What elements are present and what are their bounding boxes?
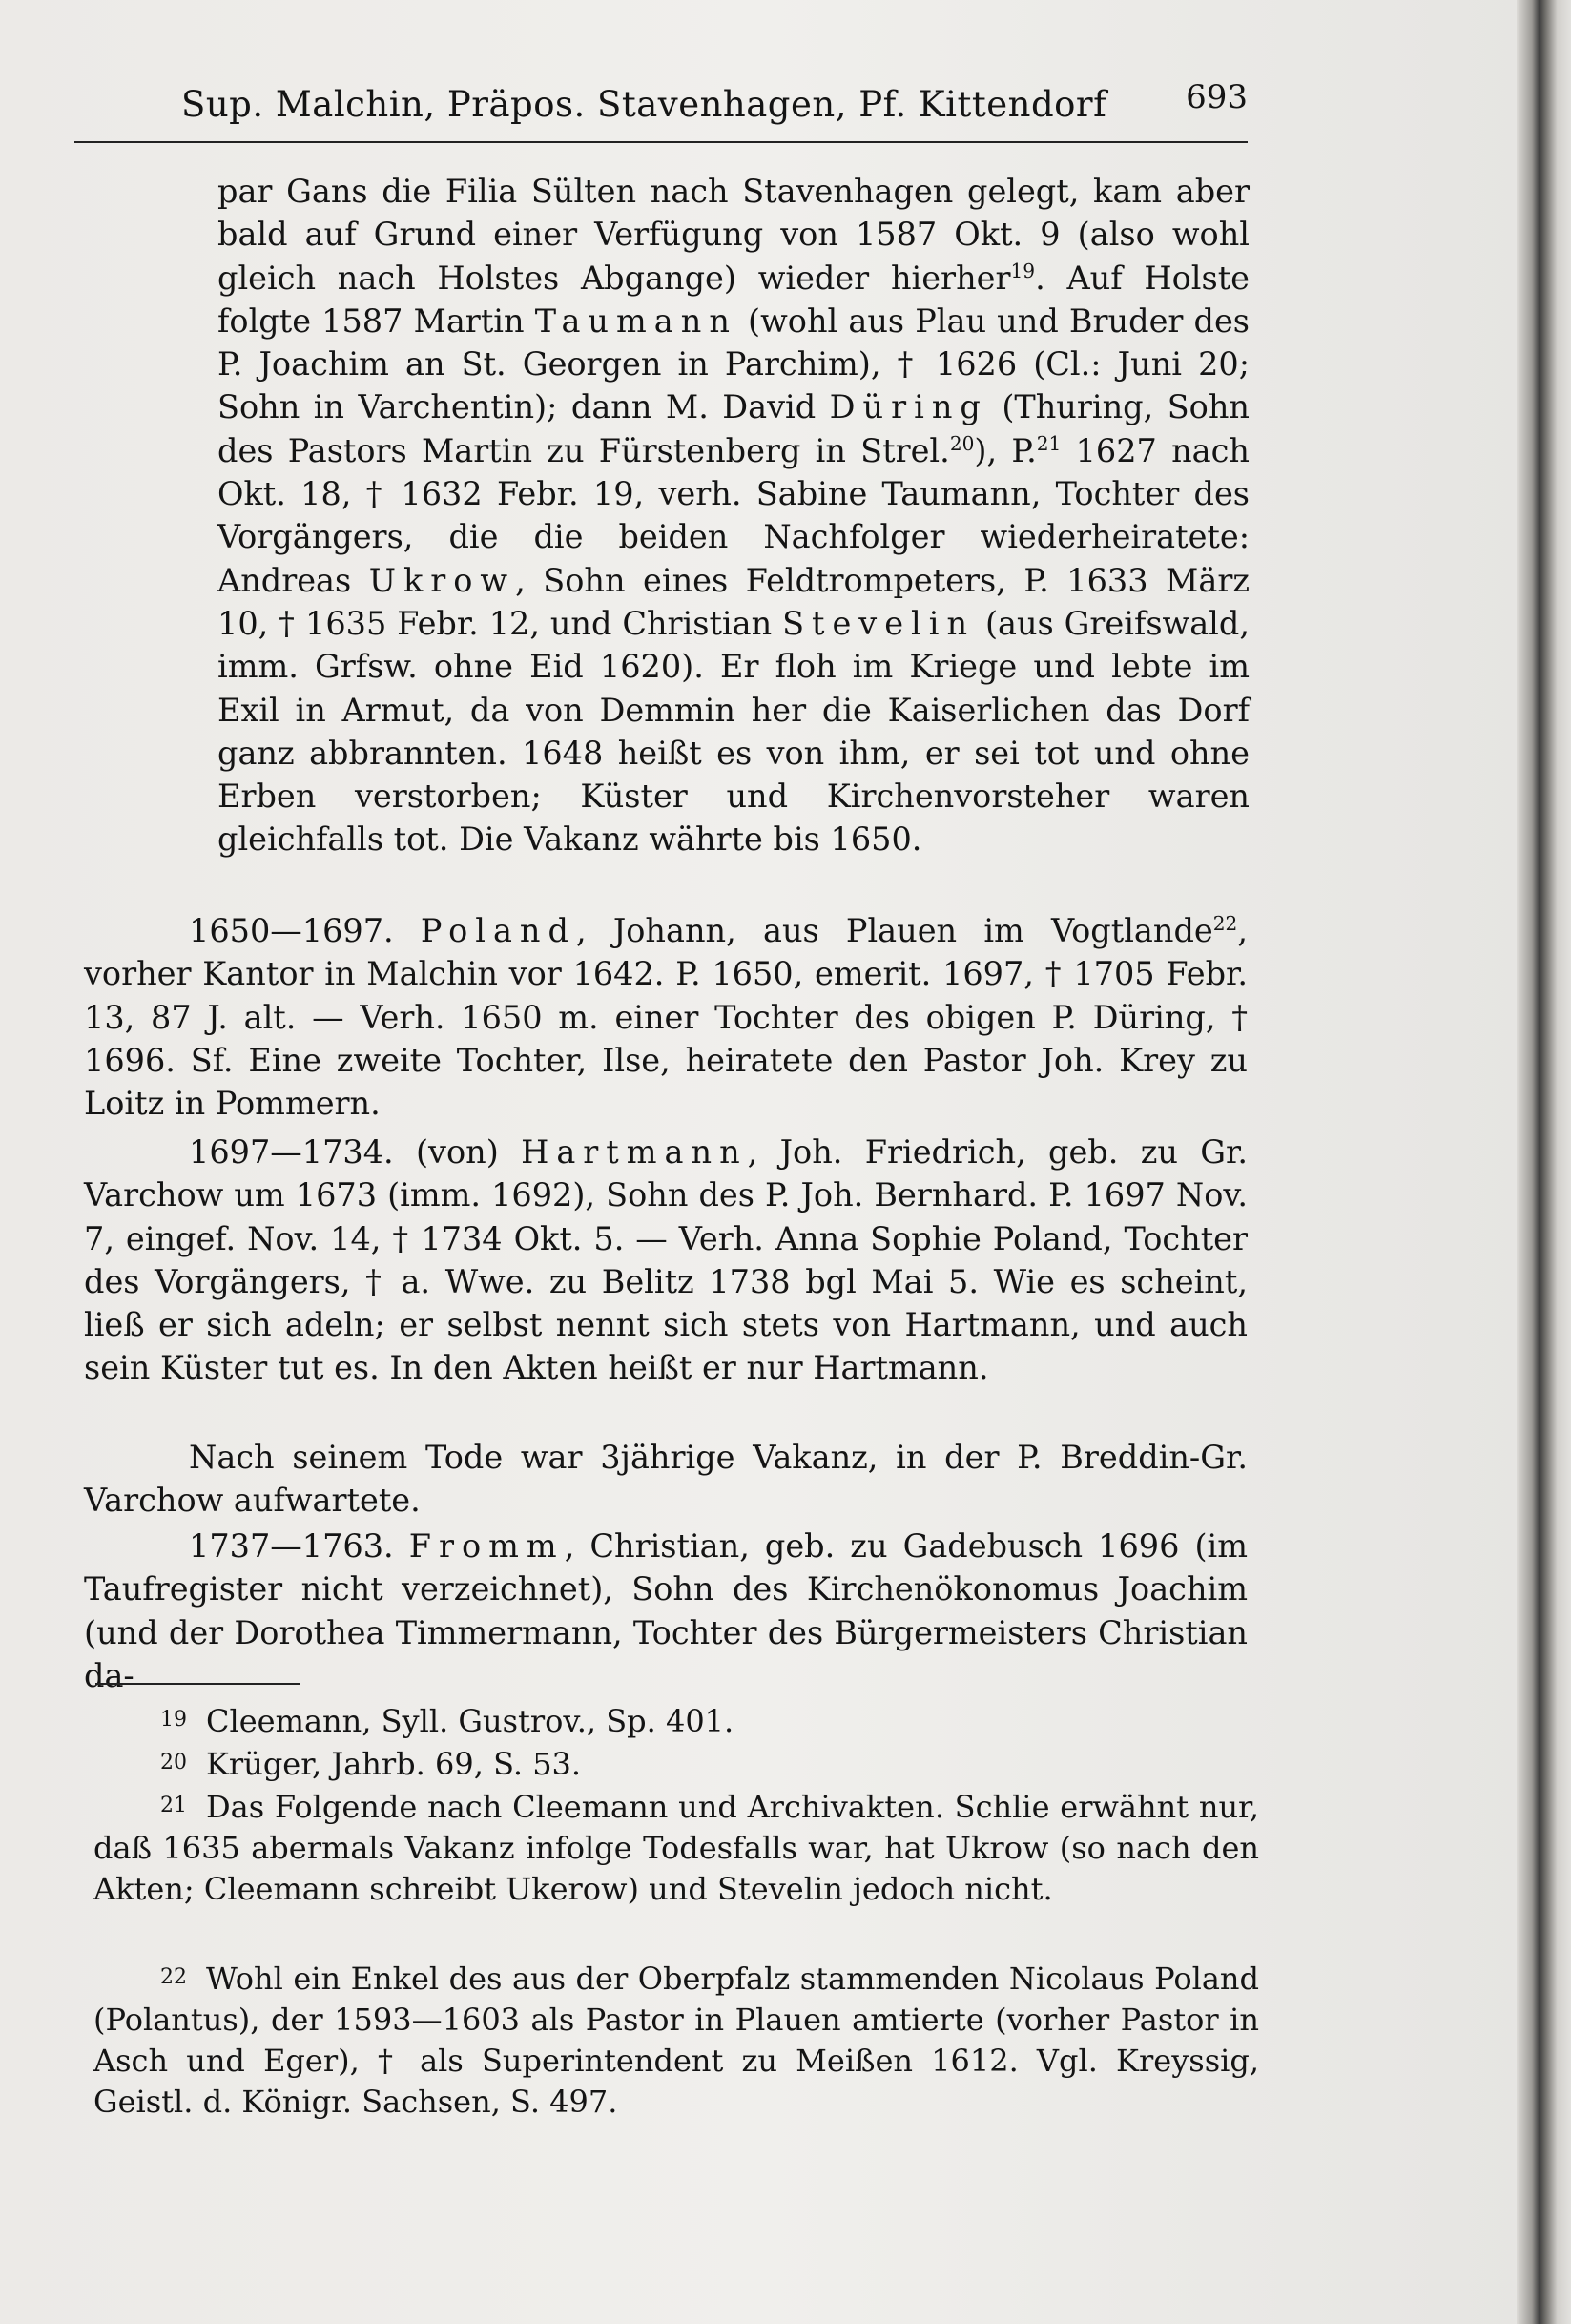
person-name: Taumann xyxy=(534,301,737,340)
pastor-entry-poland xyxy=(84,909,1248,1125)
person-name: Stevelin xyxy=(782,604,976,642)
text-span: ), P. xyxy=(974,431,1037,469)
text-span: , vorher Kantor in Malchin vor 1642. P. 1650, emerit. 1697, † 1705 Febr. 13, 87 J. alt. — Verh. 1650 m. einer Tochter des obigen P. Düring, † 1696. Sf. Eine zweite Tochter, Ilse, heiratete den Pastor Joh. Krey zu Loitz in Pommern. xyxy=(84,912,1248,1123)
footnote-number: 21 xyxy=(160,1794,187,1817)
footnote-text: Das Folgende nach Cleemann und Archivakten. Schlie erwähnt nur, daß 1635 abermals Vakanz infolge Todesfalls war, hat Ukrow (so nach den Akten; Cleemann schreibt Ukerow) und Stevelin jedoch nicht. xyxy=(93,1789,1259,1907)
footnote xyxy=(93,1742,1259,1785)
page-header xyxy=(143,78,1248,135)
entry-years: 1737—1763. xyxy=(189,1527,394,1565)
text-span: , Christian, geb. zu Gadebusch 1696 (im Taufregister nicht verzeichnet), Sohn des Kirchenökonomus Joachim (und der Dorothea Timmermann, Tochter des Bürgermeisters Christian da- xyxy=(84,1527,1248,1694)
running-head: Sup. Malchin, Präpos. Stavenhagen, Pf. Kittendorf xyxy=(181,84,1107,125)
text-span: 1627 nach Okt. 18, † 1632 Febr. 19, verh. Sabine Taumann, Tochter des Vorgängers, die die beiden Nachfolger wiederheiratete: Andreas xyxy=(217,431,1250,599)
text-span: (wohl aus Plau und Bruder des P. Joachim an St. Georgen in Parchim), † 1626 (Cl.: Juni 20; Sohn in Varchentin); dann M. David xyxy=(217,301,1250,426)
text-span: . Auf Holste folgte 1587 Martin xyxy=(217,259,1250,340)
person-name: Ukrow xyxy=(368,561,516,599)
vacancy-note xyxy=(84,1436,1248,1523)
text-span: (aus Greifswald, imm. Grfsw. ohne Eid 1620). Er floh im Kriege und lebte im Exil in Armut, da von Demmin her die Kaiserlichen das Dorf ganz abbrannten. 1648 heißt es von ihm, er sei tot und ohne Erben verstorben; Küster und Kirchenvorsteher waren gleichfalls tot. Die Vakanz währte bis 1650. xyxy=(217,604,1250,859)
footnote-ref: 19 xyxy=(1010,259,1036,282)
text-span: , Joh. Friedrich, geb. zu Gr. Varchow um 1673 (imm. 1692), Sohn des P. Joh. Bernhard. P. 1697 Nov. 7, eingef. Nov. 14, † 1734 Okt. 5. — Verh. Anna Sophie Poland, Tochter des Vorgängers, † a. Wwe. zu Belitz 1738 bgl Mai 5. Wie es scheint, ließ er sich adeln; er selbst nennt sich stets von Hartmann, und auch sein Küster tut es. In den Akten heißt er nur Hartmann. xyxy=(84,1133,1248,1387)
footnote-ref: 22 xyxy=(1212,911,1238,935)
text-span: , Sohn eines Feldtrompeters, P. 1633 März 10, † 1635 Febr. 12, und Christian xyxy=(217,561,1250,642)
footnote-text: Wohl ein Enkel des aus der Oberpfalz stammenden Nicolaus Poland (Polantus), der 1593—1603 als Pastor in Plauen amtierte (vorher Pastor in Asch und Eger), † als Superintendent zu Meißen 1612. Vgl. Kreyssig, Geistl. d. Königr. Sachsen, S. 497. xyxy=(93,1961,1259,2120)
person-name: Fromm xyxy=(408,1527,565,1565)
text-span: , Johann, aus Plauen im Vogtlande xyxy=(575,912,1213,949)
person-name: Poland xyxy=(420,912,576,949)
person-name: Hartmann xyxy=(521,1133,748,1171)
footnote-number: 20 xyxy=(160,1751,187,1774)
text-span: par Gans die Filia Sülten nach Stavenhagen gelegt, kam aber bald auf Grund einer Verfügung von 1587 Okt. 9 (also wohl gleich nach Holstes Abgange) wieder hierher xyxy=(217,173,1250,297)
footnote-number: 19 xyxy=(160,1708,187,1732)
footnote-ref: 21 xyxy=(1036,431,1062,455)
text-span: (Thuring, Sohn des Pastors Martin zu Fürstenberg in Strel. xyxy=(217,388,1250,469)
footnote xyxy=(93,1957,1259,2123)
entry-years: 1650—1697. xyxy=(189,912,394,949)
footnote-text: Cleemann, Syll. Gustrov., Sp. 401. xyxy=(206,1703,734,1739)
text-span: Nach seinem Tode war 3jährige Vakanz, in der P. Breddin-Gr. Varchow aufwartete. xyxy=(84,1439,1248,1520)
footnote-ref: 20 xyxy=(949,431,975,455)
entry-years: 1697—1734. xyxy=(189,1133,394,1171)
pastor-entry-hartmann xyxy=(84,1131,1248,1390)
footnote xyxy=(93,1699,1259,1742)
pastor-entry-fromm xyxy=(84,1525,1248,1697)
footnote xyxy=(93,1785,1259,1910)
page-number: 693 xyxy=(1186,78,1248,116)
header-rule xyxy=(74,141,1248,143)
footnote-rule xyxy=(95,1683,300,1685)
page-gutter-shadow xyxy=(1517,0,1571,2324)
footnote-number: 22 xyxy=(160,1965,187,1989)
text-span: (von) xyxy=(415,1133,499,1171)
paragraph-continuation xyxy=(217,170,1250,861)
person-name: Düring xyxy=(829,388,988,426)
footnote-text: Krüger, Jahrb. 69, S. 53. xyxy=(206,1746,582,1782)
